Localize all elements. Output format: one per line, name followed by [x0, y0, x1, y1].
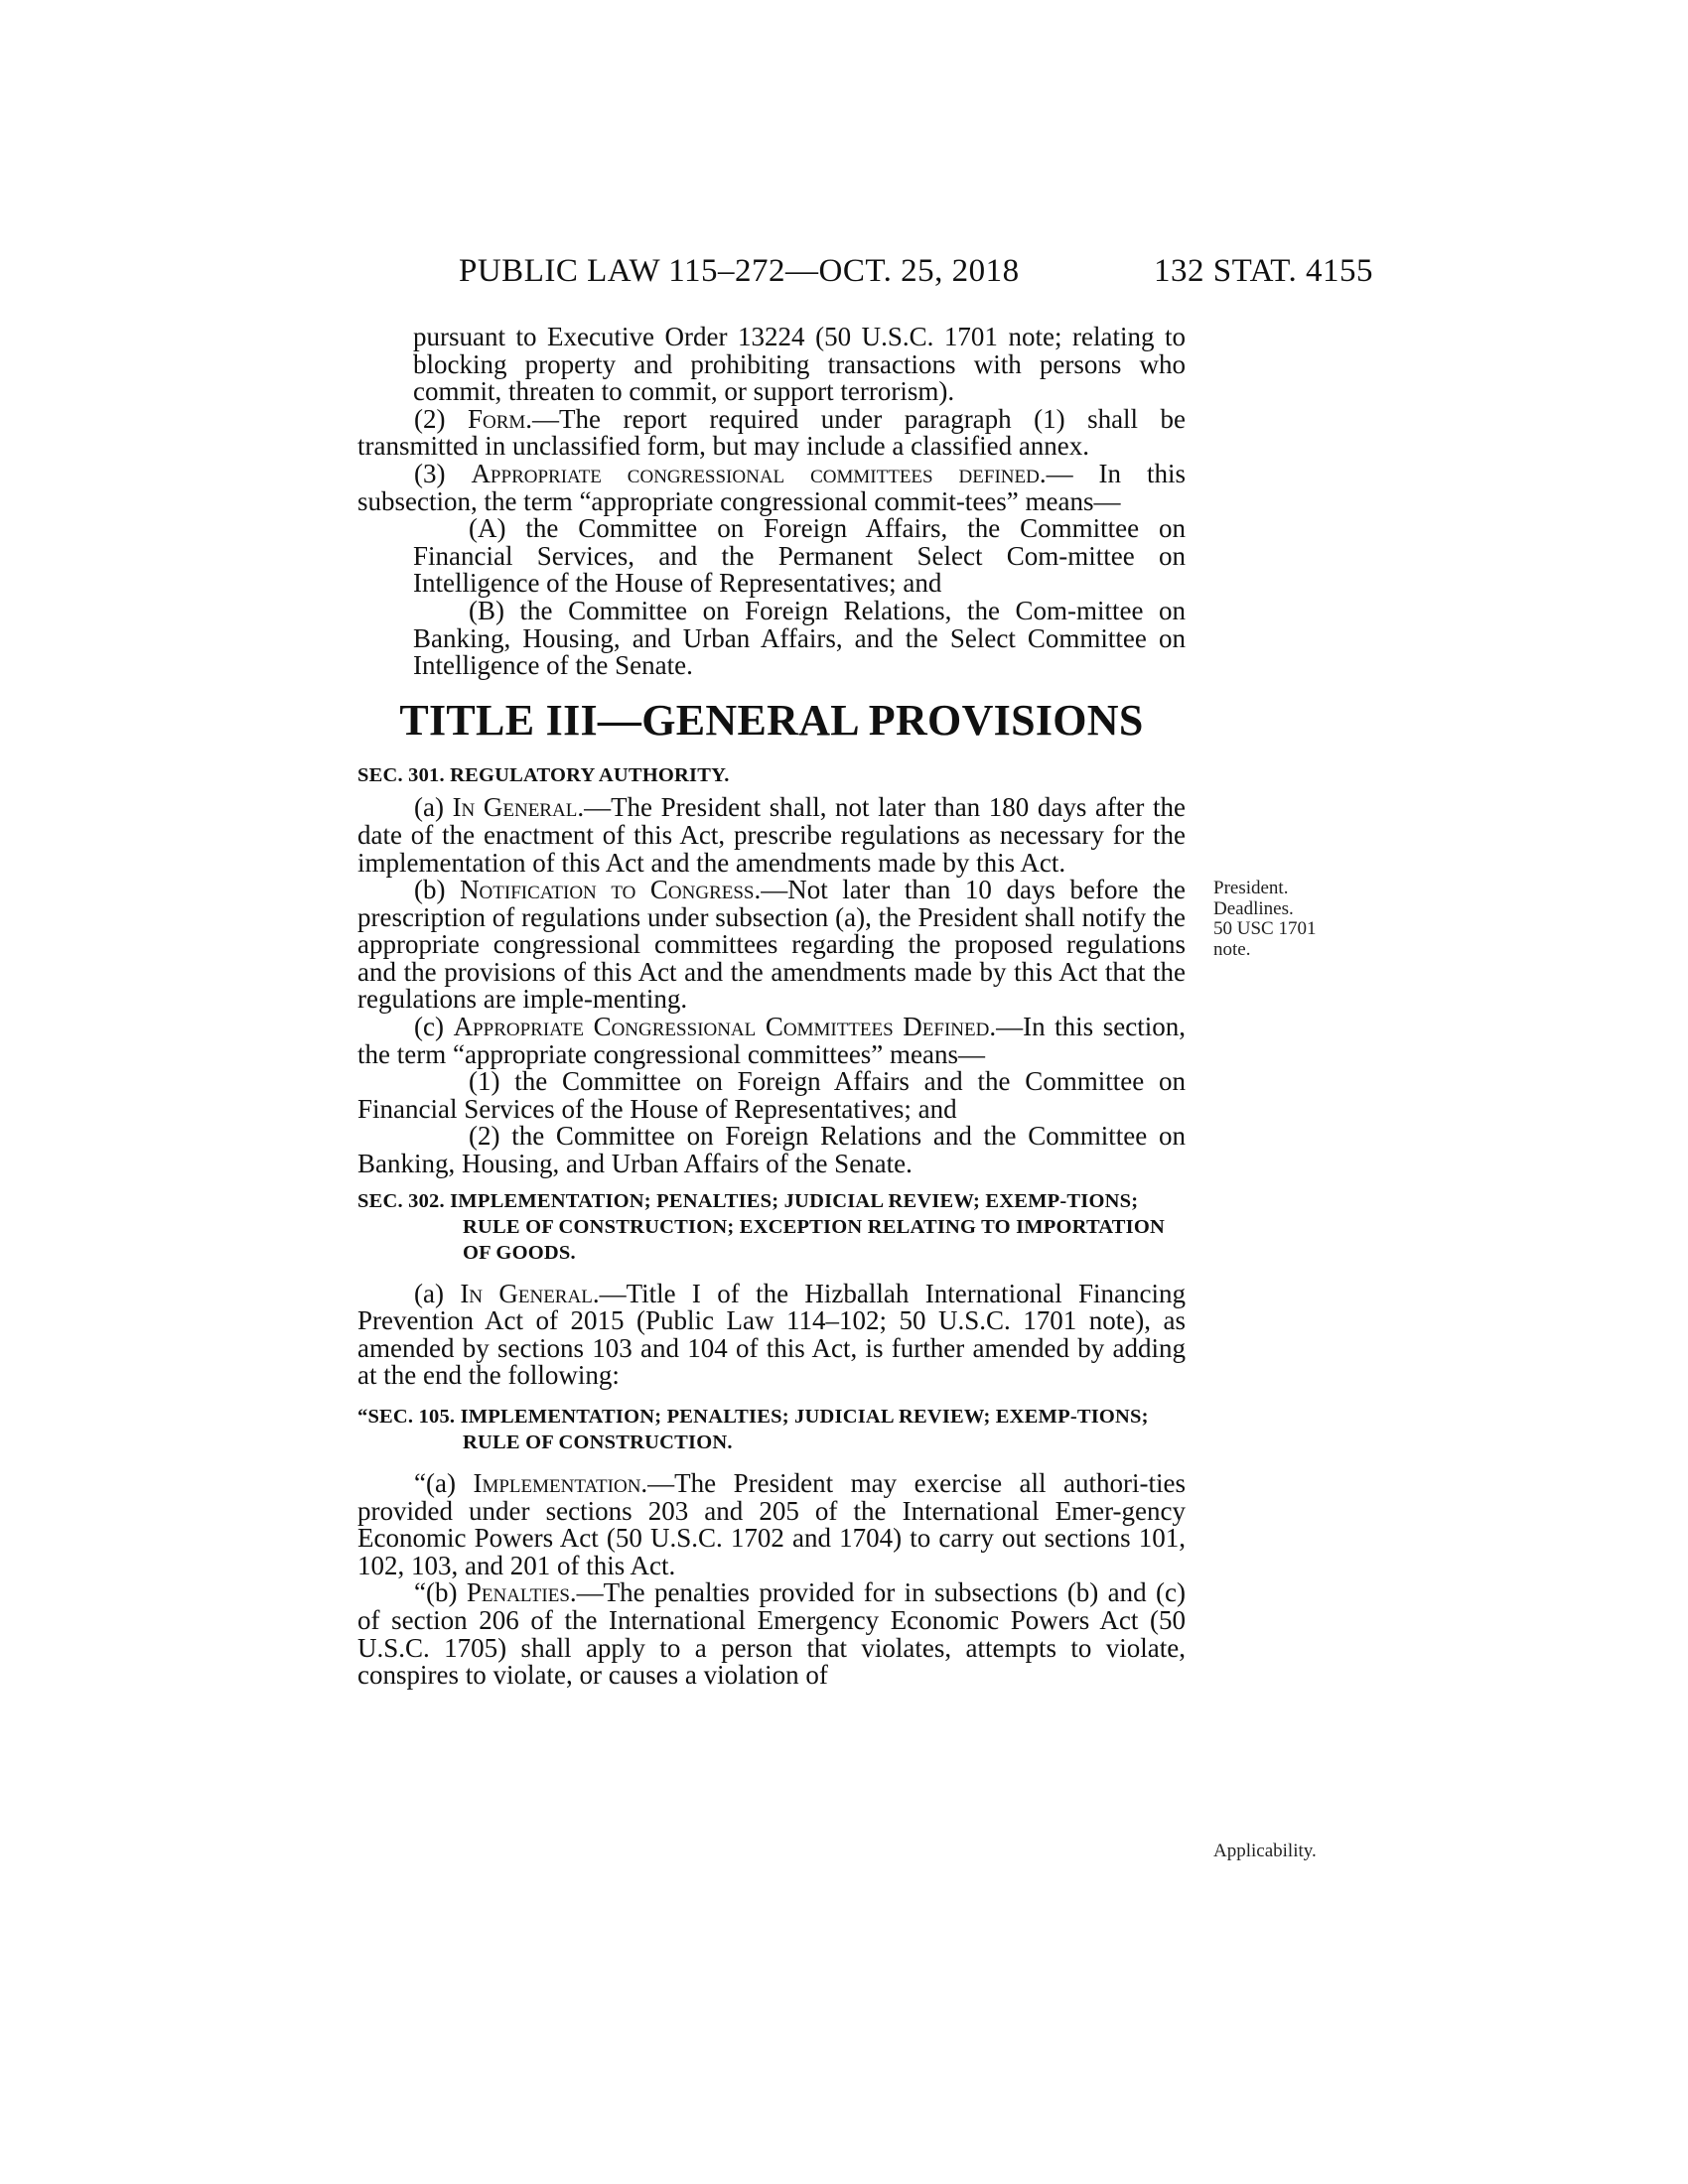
paragraph-number: (3): [414, 458, 446, 488]
paragraph-text: The report required under paragraph (1) shall be transmitted in unclassified form, but may include a classified annex.: [357, 403, 1187, 462]
margin-note-line: note.: [1213, 938, 1251, 960]
subsection-105-b: “(b) Penalties.—The penalties provided for in subsections (b) and (c) of section 206 of the International Emergency Economic Powers Act (50 U.S.C. 1705) shall apply to a person that violates, attempts to violate, conspires to violate, or causes a violation of: [357, 1577, 1187, 1691]
committee-item: (2) the Committee on Foreign Relations and the Committee on Banking, Housing, and Urban Affairs of the Senate.: [357, 1121, 1186, 1179]
committee-item: (1) the Committee on Foreign Affairs and the Committee on Financial Services of the House of Representatives; and: [357, 1066, 1186, 1124]
section-301-heading: SEC. 301. REGULATORY AUTHORITY.: [357, 764, 730, 787]
paragraph-text: In this subsection, the term “appropriate congressional commit-tees” means—: [357, 458, 1186, 516]
title-heading: TITLE III—GENERAL PROVISIONS: [399, 695, 1144, 745]
subsection-301-a: (a) In General.—The President shall, not later than 180 days after the date of the enactment of this Act, prescribe regulations as necessary for the implementation of this Act and the amendments made by this Act.: [357, 792, 1186, 878]
committee-list: [357, 1068, 1186, 1177]
subsection-number: (a): [414, 1278, 444, 1308]
running-header-left: PUBLIC LAW 115–272—OCT. 25, 2018: [459, 253, 1020, 289]
subsection-text: The penalties provided for in subsections (b) and (c) of section 206 of the International Emergency Economic Powers Act (50 U.S.C. 1705) shall apply to a person that violates, attempts to violate, conspires to violate, or causes a violation of: [357, 1577, 1187, 1691]
paragraph-appropriate-committees: (3) Appropriate congressional committees defined.— In this subsection, the term “appropriate congressional commit-tees” means—: [357, 458, 1186, 516]
subsection-301-b: (b) Notification to Congress.—Not later than 10 days before the prescription of regulations under subsection (a), the President shall notify the appropriate congressional committees regarding the proposed regulations and the provisions of this Act and the amendments made by this Act that the regulations are imple-menting.: [357, 875, 1187, 1015]
subsection-text: The President may exercise all authori-ties provided under sections 203 and 205 of the International Emer-gency Economic Powers Act (50 U.S.C. 1702 and 1704) to carry out sections 101, 102, 103, and 201 of this Act.: [357, 1468, 1186, 1580]
subsection-text: In this section, the term “appropriate congressional committees” means—: [357, 1012, 1186, 1069]
margin-note-line: Deadlines.: [1213, 897, 1294, 919]
subsection-heading: Implementation: [473, 1468, 641, 1498]
paragraph-form: (2) Form.—The report required under paragraph (1) shall be transmitted in unclassified form, but may include a classified annex.: [357, 403, 1187, 462]
subsection-number: “(b): [414, 1577, 458, 1608]
running-header-page-number: 132 STAT. 4155: [1154, 253, 1374, 289]
subsection-heading: In General: [452, 792, 578, 823]
margin-note-sec301: [1213, 879, 1342, 960]
subsection-heading: In General: [460, 1278, 593, 1308]
subsection-heading: Notification to Congress: [460, 875, 755, 905]
continuation-block: [357, 324, 1186, 406]
paragraph-heading: Appropriate congressional committees defined: [471, 458, 1040, 488]
paragraph-heading: Form: [467, 403, 526, 434]
subsection-105-a: “(a) Implementation.—The President may exercise all authori-ties provided under sections 203 and 205 of the International Emer-gency Economic Powers Act (50 U.S.C. 1702 and 1704) to carry out sections 101, 102, 103, and 201 of this Act.: [357, 1468, 1186, 1580]
margin-note-line: President.: [1213, 878, 1289, 898]
subsection-heading: Penalties: [466, 1577, 570, 1608]
section-105-heading: “SEC. 105. IMPLEMENTATION; PENALTIES; JUDICIAL REVIEW; EXEMP-TIONS; RULE OF CONSTRUCTION.: [357, 1406, 1149, 1453]
subparagraph-item: (B) the Committee on Foreign Relations, the Com-mittee on Banking, Housing, and Urban Affairs, and the Select Committee on Intelligence of the Senate.: [413, 595, 1186, 681]
subsection-number: (b): [414, 875, 446, 905]
margin-note-line: 50 USC 1701: [1213, 918, 1317, 939]
margin-note-applicability: Applicability.: [1213, 1841, 1317, 1861]
subparagraph-list: [357, 515, 1186, 680]
subsection-number: “(a): [414, 1468, 456, 1498]
subsection-text: Not later than 10 days before the prescription of regulations under subsection (a), the President shall notify the appropriate congressional committees regarding the proposed regulations and the provisions of this Act and the amendments made by this Act that the regulations are imple-menting.: [357, 875, 1187, 1015]
subparagraph-item: (A) the Committee on Foreign Affairs, the Committee on Financial Services, and the Permanent Select Com-mittee on Intelligence of the House of Representatives; and: [413, 513, 1186, 599]
continuation-text: pursuant to Executive Order 13224 (50 U.S.C. 1701 note; relating to blocking property and prohibiting transactions with persons who commit, threaten to commit, or support terrorism).: [413, 322, 1186, 407]
subsection-number: (a): [414, 792, 444, 823]
subsection-number: (c): [414, 1012, 444, 1042]
section-302-heading: SEC. 302. IMPLEMENTATION; PENALTIES; JUDICIAL REVIEW; EXEMP-TIONS; RULE OF CONSTRUCTION; EXCEPTION RELATING TO IMPORTATION OF GOODS.: [357, 1189, 1165, 1264]
subsection-301-c: (c) Appropriate Congressional Committees Defined.—In this section, the term “appropriate congressional committees” means—: [357, 1012, 1186, 1069]
page-body: [357, 324, 1186, 1690]
paragraph-number: (2): [414, 403, 446, 434]
subsection-text: Title I of the Hizballah International Financing Prevention Act of 2015 (Public Law 114–102; 50 U.S.C. 1701 note), as amended by sections 103 and 104 of this Act, is further amended by adding at the end the following:: [357, 1278, 1186, 1391]
subsection-heading: Appropriate Congressional Committees Defined: [453, 1012, 990, 1042]
subsection-302-a: (a) In General.—Title I of the Hizballah International Financing Prevention Act of 2015 (Public Law 114–102; 50 U.S.C. 1701 note), as amended by sections 103 and 104 of this Act, is further amended by adding at the end the following:: [357, 1278, 1186, 1391]
subsection-text: The President shall, not later than 180 days after the date of the enactment of this Act, prescribe regulations as necessary for the implementation of this Act and the amendments made by this Act.: [357, 792, 1186, 878]
